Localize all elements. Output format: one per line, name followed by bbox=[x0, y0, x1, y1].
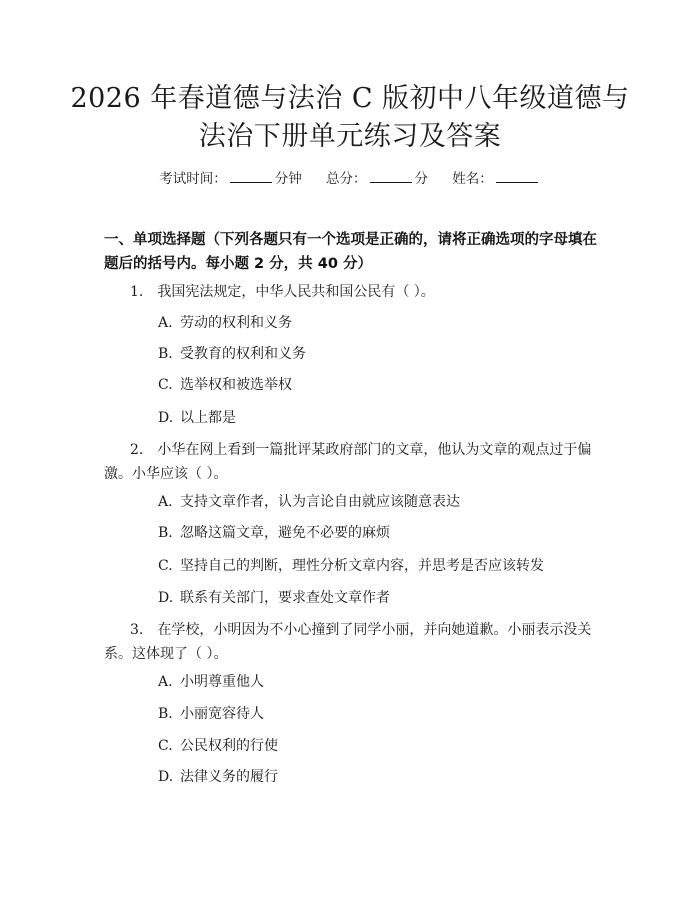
total-score-unit: 分 bbox=[414, 171, 428, 187]
student-name-label: 姓名： bbox=[452, 171, 493, 187]
question-3-number: 3. bbox=[130, 622, 144, 638]
exam-time-field bbox=[159, 168, 302, 188]
option-text: 法律义务的履行 bbox=[180, 769, 278, 785]
total-score-label: 总分： bbox=[326, 171, 367, 187]
total-score-blank bbox=[370, 168, 412, 183]
question-2-number: 2. bbox=[130, 442, 144, 458]
option-text: 以上都是 bbox=[180, 410, 236, 426]
exam-time-blank bbox=[230, 168, 272, 183]
option-letter: D. bbox=[158, 410, 174, 426]
document-title-line-2: 法治下册单元练习及答案 bbox=[198, 121, 502, 152]
total-score-field bbox=[326, 168, 428, 188]
option-letter: D. bbox=[158, 769, 174, 785]
option-letter: B. bbox=[158, 525, 173, 541]
student-name-field bbox=[452, 168, 541, 188]
question-1 bbox=[104, 280, 600, 304]
option-text: 选举权和被选举权 bbox=[180, 377, 292, 393]
exam-time-unit: 分钟 bbox=[274, 171, 302, 187]
option-letter: A. bbox=[158, 494, 173, 510]
exam-info-row bbox=[0, 168, 700, 188]
question-3-option-a bbox=[158, 672, 264, 692]
option-letter: B. bbox=[158, 346, 173, 362]
question-3-option-c bbox=[158, 736, 278, 756]
question-3-text: 在学校，小明因为不小心撞到了同学小丽，并向她道歉。小丽表示没关系。这体现了（ ）。 bbox=[104, 622, 592, 662]
section-heading: 一、单项选择题（下列各题只有一个选项是正确的，请将正确选项的字母填在题后的括号内。每小题 2 分，共 40 分） bbox=[104, 232, 597, 272]
option-text: 小丽宽容待人 bbox=[180, 706, 264, 722]
question-1-option-c bbox=[158, 375, 292, 395]
option-letter: B. bbox=[158, 706, 173, 722]
student-name-blank bbox=[496, 168, 538, 183]
question-2-option-c bbox=[158, 556, 544, 576]
question-2-option-a bbox=[158, 492, 460, 512]
option-letter: C. bbox=[158, 558, 173, 574]
question-1-option-d bbox=[158, 408, 236, 428]
question-2-option-b bbox=[158, 523, 390, 543]
option-text: 坚持自己的判断，理性分析文章内容，并思考是否应该转发 bbox=[180, 558, 544, 574]
option-text: 公民权利的行使 bbox=[180, 738, 278, 754]
question-3-option-d bbox=[158, 767, 278, 787]
option-text: 支持文章作者，认为言论自由就应该随意表达 bbox=[180, 494, 460, 510]
question-1-option-a bbox=[158, 313, 292, 333]
option-text: 小明尊重他人 bbox=[180, 674, 264, 690]
option-text: 劳动的权利和义务 bbox=[180, 315, 292, 331]
option-letter: D. bbox=[158, 590, 174, 606]
question-3 bbox=[104, 618, 600, 666]
option-text: 忽略这篇文章，避免不必要的麻烦 bbox=[180, 525, 390, 541]
option-text: 联系有关部门，要求查处文章作者 bbox=[180, 590, 390, 606]
question-3-option-b bbox=[158, 704, 264, 724]
question-1-option-b bbox=[158, 344, 306, 364]
option-letter: A. bbox=[158, 674, 173, 690]
question-2-option-d bbox=[158, 588, 390, 608]
question-2-text: 小华在网上看到一篇批评某政府部门的文章，他认为文章的观点过于偏激。小华应该（ ）。 bbox=[104, 442, 592, 482]
question-1-number: 1. bbox=[130, 284, 144, 300]
question-1-text: 我国宪法规定，中华人民共和国公民有（ ）。 bbox=[157, 284, 435, 300]
option-text: 受教育的权利和义务 bbox=[180, 346, 306, 362]
exam-time-label: 考试时间： bbox=[159, 171, 227, 187]
option-letter: C. bbox=[158, 738, 173, 754]
document-title-line-1: 2026 年春道德与法治 C 版初中八年级道德与 bbox=[70, 83, 630, 114]
option-letter: A. bbox=[158, 315, 173, 331]
question-2 bbox=[104, 438, 600, 486]
option-letter: C. bbox=[158, 377, 173, 393]
